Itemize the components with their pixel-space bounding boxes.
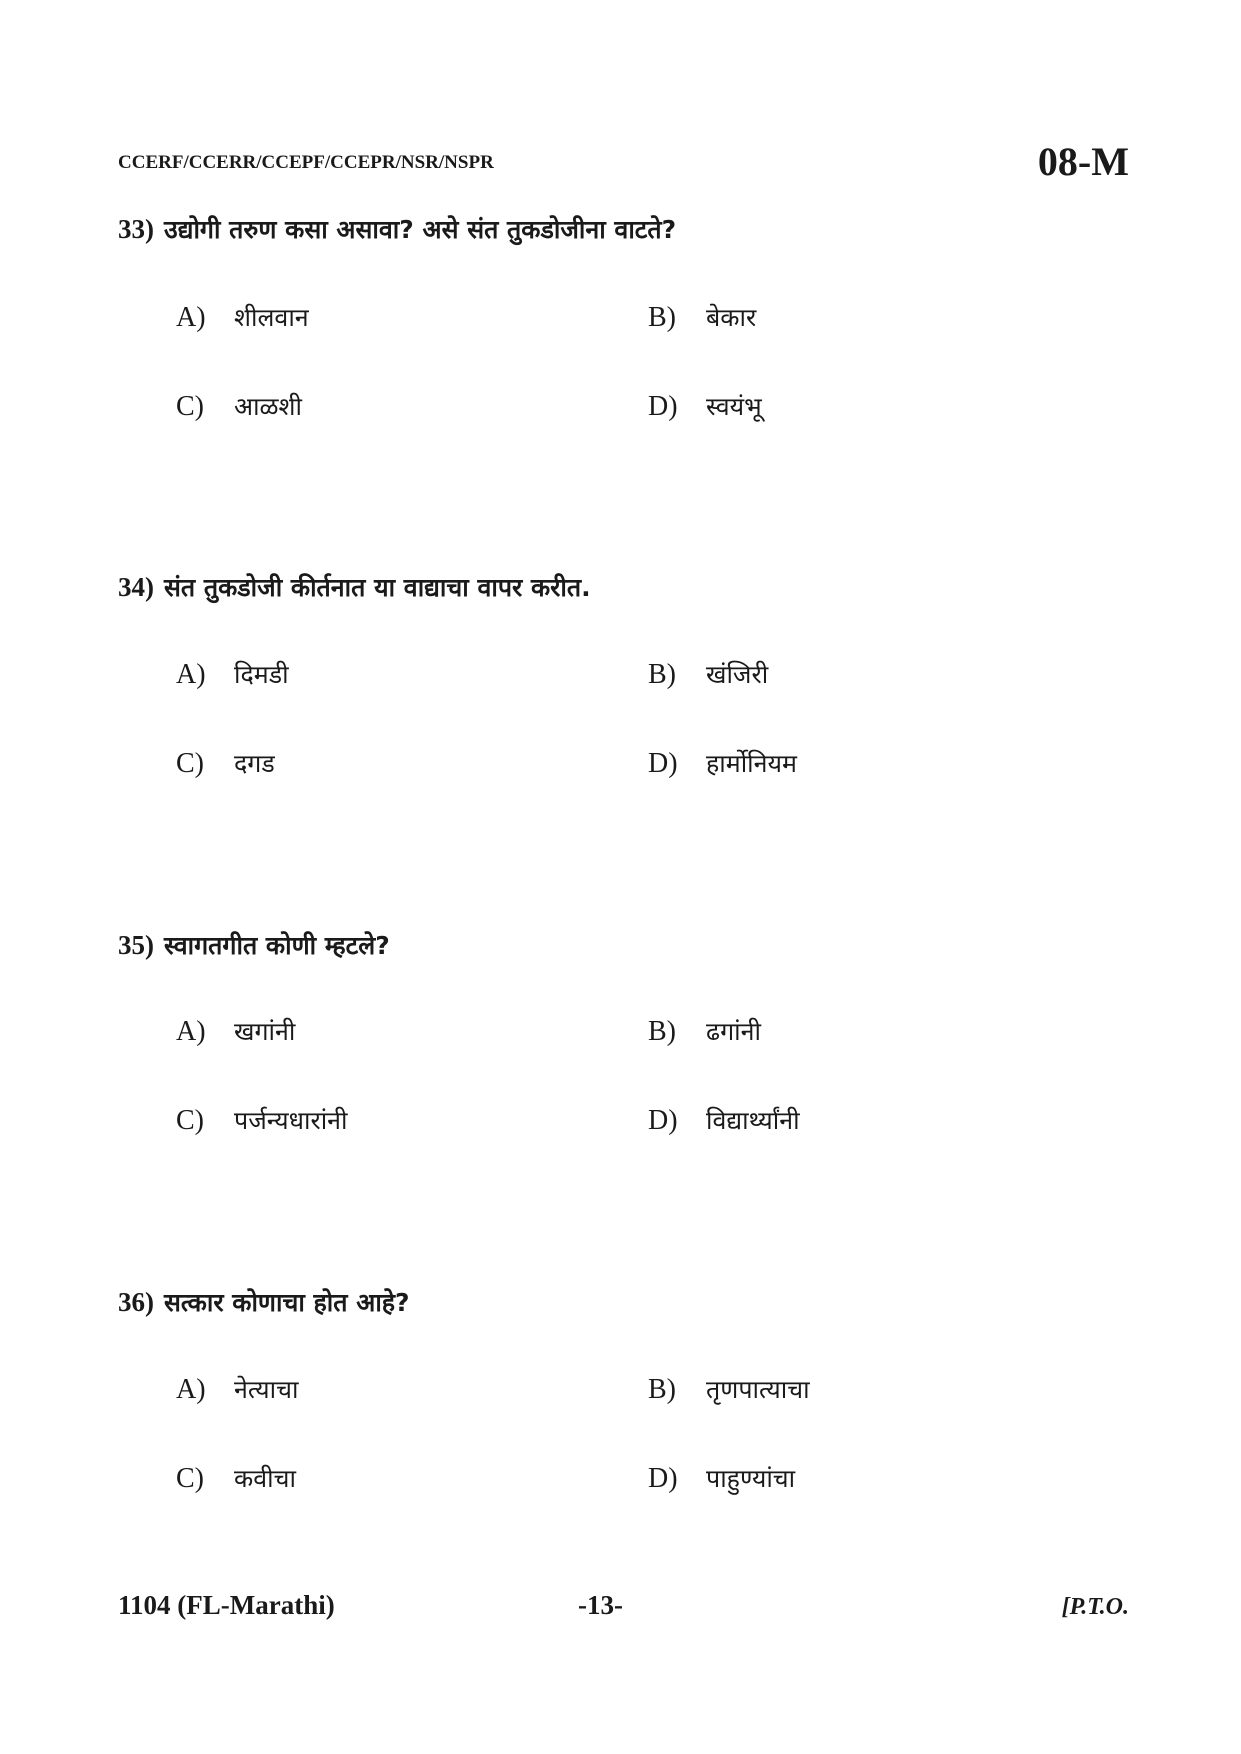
- option-text: तृणपात्याचा: [706, 1375, 810, 1404]
- option-letter: C): [176, 1105, 204, 1136]
- paper-code: CCERF/CCERR/CCEPF/CCEPR/NSR/NSPR: [118, 152, 494, 173]
- page-number: -13-: [578, 1590, 623, 1620]
- question-35: [118, 928, 1128, 962]
- question-text: [118, 570, 1128, 604]
- paper-name: 1104 (FL-Marathi): [118, 1590, 335, 1620]
- question-33: [118, 212, 1128, 246]
- option-b: [648, 1372, 810, 1406]
- option-text: पर्जन्यधारांनी: [234, 1106, 348, 1135]
- option-text: आळशी: [234, 392, 303, 421]
- question-text: [118, 212, 1128, 246]
- option-d: [648, 1461, 795, 1495]
- option-text: दिमडी: [234, 660, 289, 689]
- option-c: [176, 1461, 296, 1495]
- option-text: खगांनी: [234, 1017, 296, 1046]
- option-c: [176, 746, 275, 780]
- option-text: पाहुण्यांचा: [706, 1464, 796, 1493]
- option-letter: B): [648, 659, 676, 690]
- question-number: 35): [118, 930, 154, 960]
- question-body: स्वागतगीत कोणी म्हटले?: [164, 931, 390, 960]
- option-letter: A): [176, 1016, 206, 1047]
- option-c: [176, 389, 302, 423]
- option-text: स्वयंभू: [706, 392, 762, 421]
- option-text: कवीचा: [234, 1464, 296, 1493]
- question-body: संत तुकडोजी कीर्तनात या वाद्याचा वापर करीत.: [164, 573, 591, 602]
- question-text: [118, 928, 1128, 962]
- option-letter: C): [176, 1463, 204, 1494]
- option-letter: B): [648, 1374, 676, 1405]
- question-number: 33): [118, 214, 154, 244]
- option-a: [176, 657, 289, 691]
- option-letter: A): [176, 659, 206, 690]
- option-d: [648, 1103, 800, 1137]
- option-d: [648, 389, 762, 423]
- option-text: नेत्याचा: [234, 1375, 299, 1404]
- option-c: [176, 1103, 348, 1137]
- option-a: [176, 1014, 295, 1048]
- option-letter: C): [176, 391, 204, 422]
- option-text: शीलवान: [234, 303, 309, 332]
- option-a: [176, 1372, 298, 1406]
- option-letter: D): [648, 1105, 678, 1136]
- option-d: [648, 746, 797, 780]
- question-text: [118, 1285, 1128, 1319]
- option-letter: D): [648, 748, 678, 779]
- option-b: [648, 300, 756, 334]
- question-number: 34): [118, 572, 154, 602]
- option-a: [176, 300, 309, 334]
- set-code: 08-M: [1037, 139, 1129, 184]
- option-letter: D): [648, 1463, 678, 1494]
- question-34: [118, 570, 1128, 604]
- option-text: ढगांनी: [706, 1017, 761, 1046]
- option-b: [648, 657, 768, 691]
- option-letter: D): [648, 391, 678, 422]
- option-letter: B): [648, 1016, 676, 1047]
- question-body: सत्कार कोणाचा होत आहे?: [164, 1288, 410, 1317]
- option-text: बेकार: [706, 303, 757, 332]
- option-text: दगड: [234, 749, 275, 778]
- option-letter: C): [176, 748, 204, 779]
- option-letter: A): [176, 302, 206, 333]
- option-letter: B): [648, 302, 676, 333]
- question-body: उद्योगी तरुण कसा असावा? असे संत तुकडोजीना वाटते?: [164, 215, 677, 244]
- option-text: हार्मोनियम: [706, 749, 797, 778]
- question-36: [118, 1285, 1128, 1319]
- pto-label: [P.T.O.: [1061, 1594, 1129, 1620]
- question-number: 36): [118, 1287, 154, 1317]
- option-text: खंजिरी: [706, 660, 769, 689]
- option-text: विद्यार्थ्यांनी: [706, 1106, 800, 1135]
- option-letter: A): [176, 1374, 206, 1405]
- option-b: [648, 1014, 761, 1048]
